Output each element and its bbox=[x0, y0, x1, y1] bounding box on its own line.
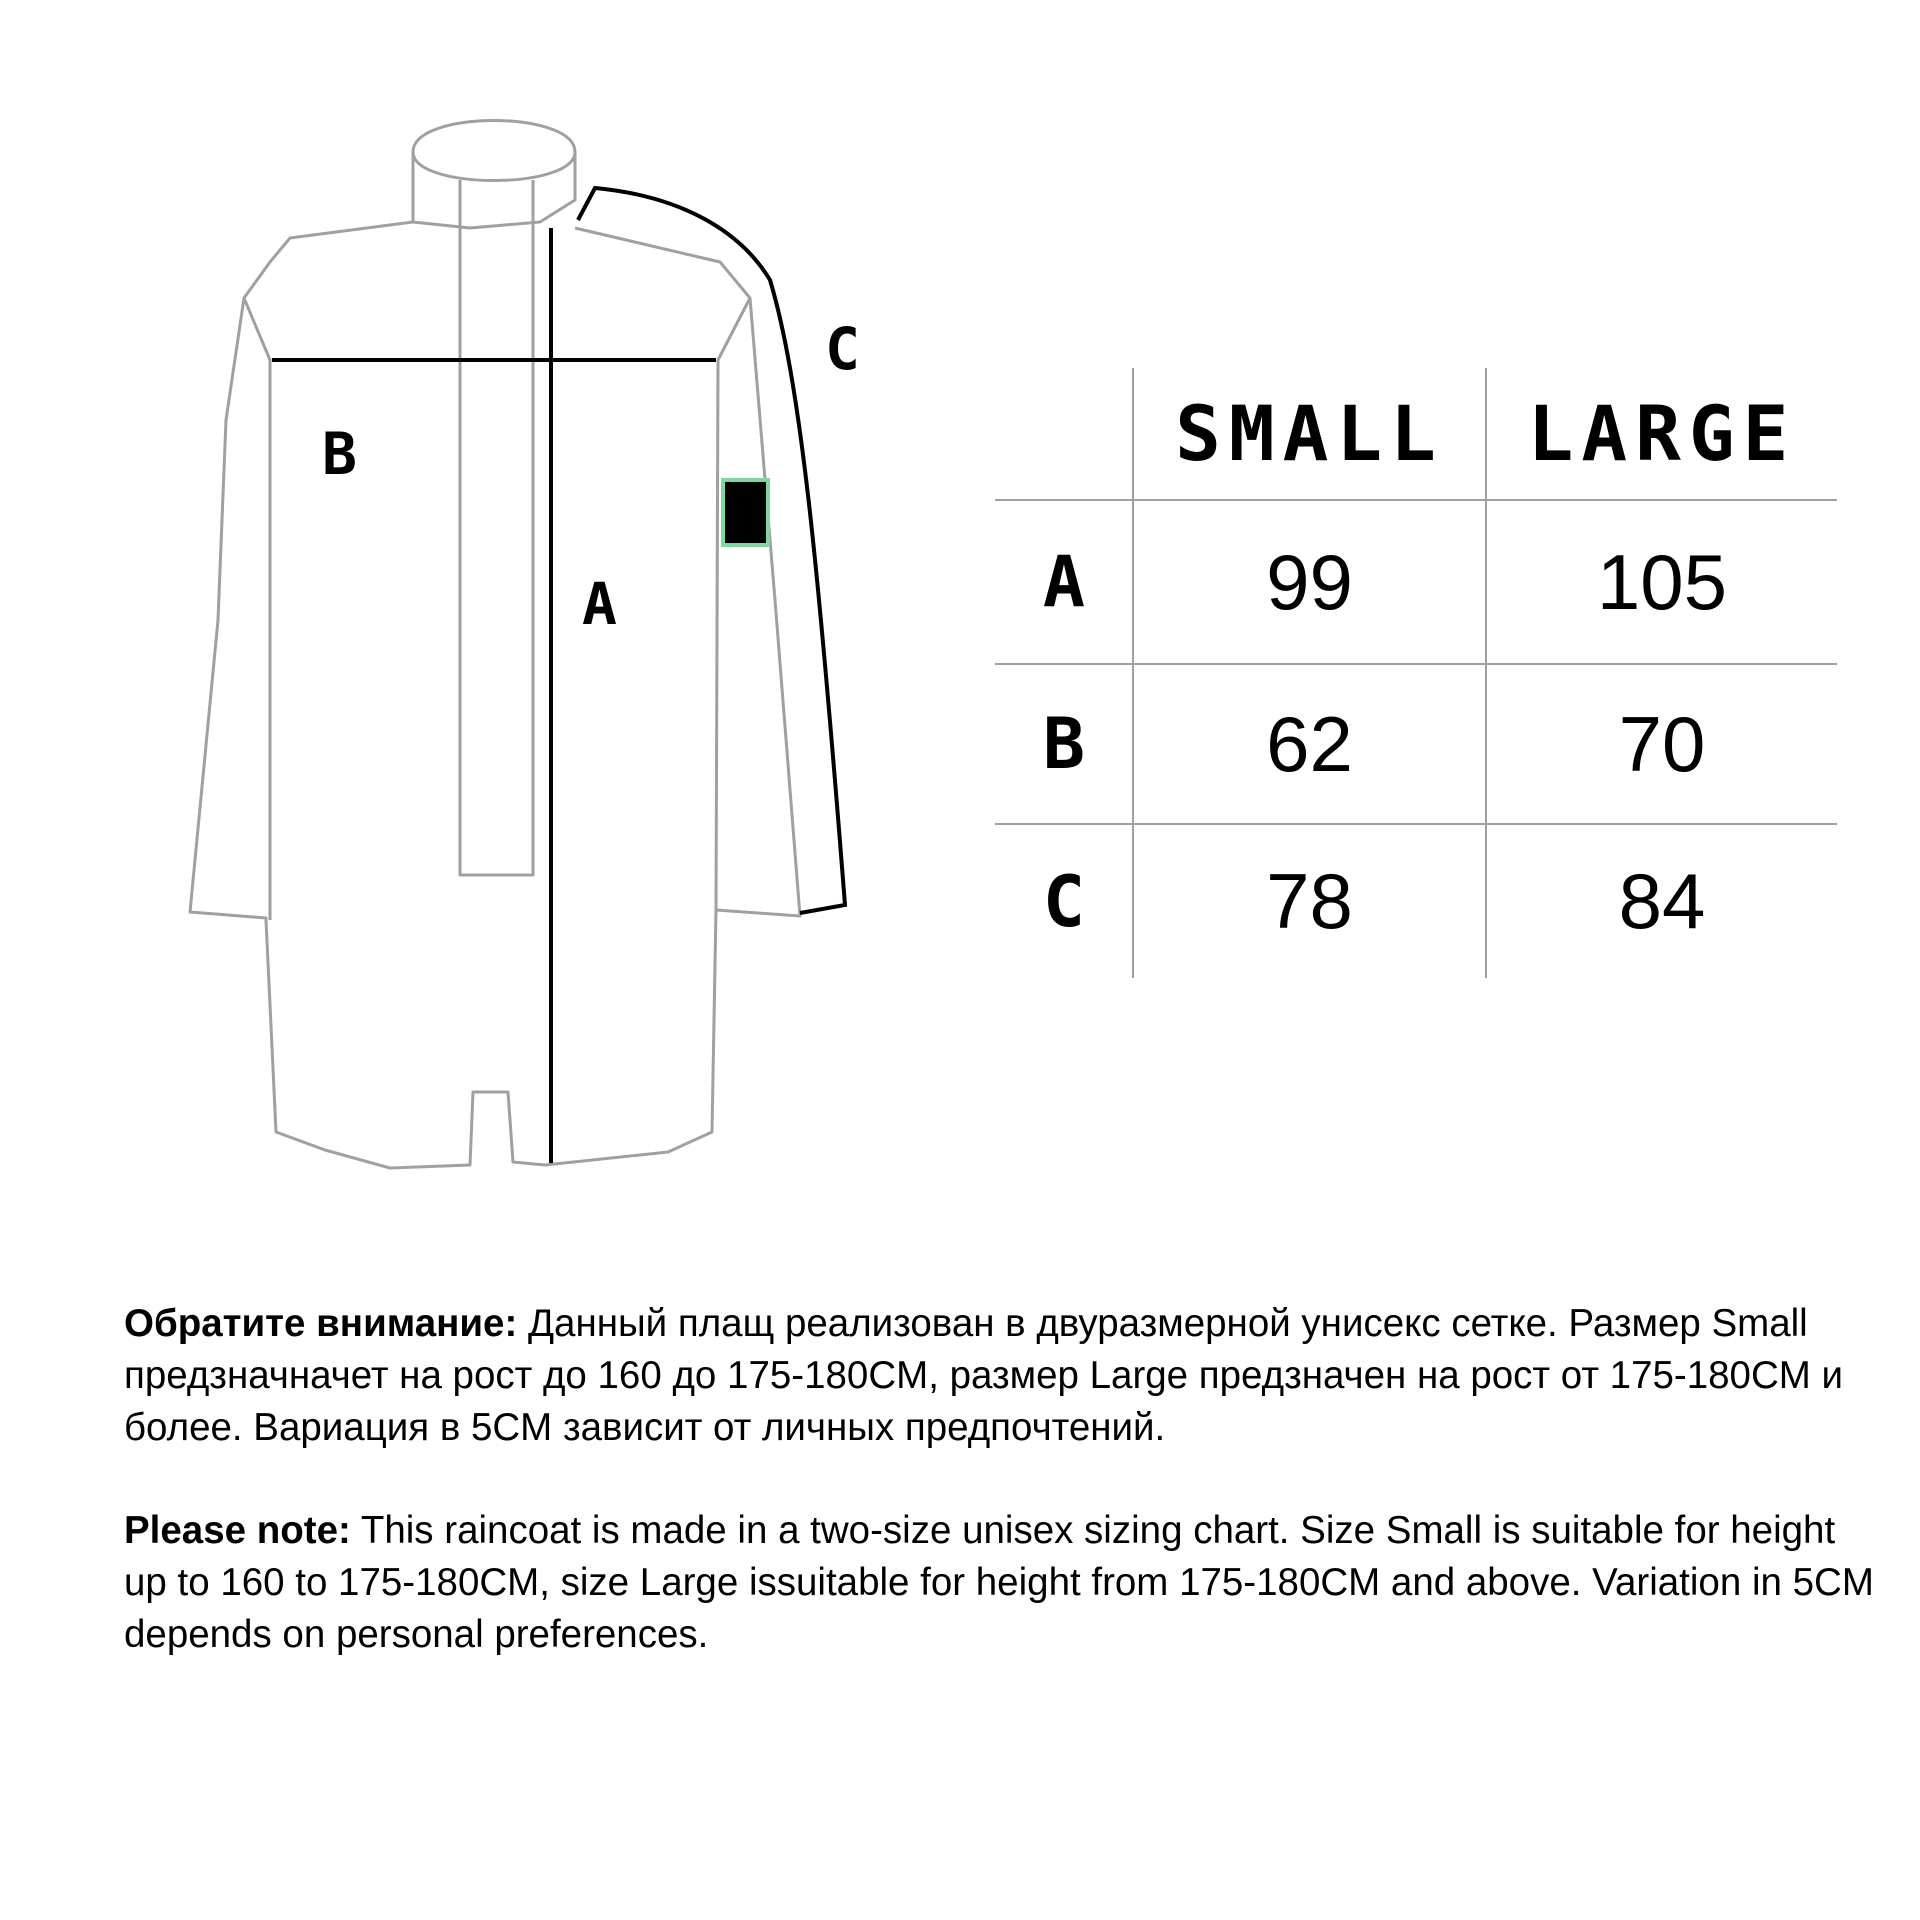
cell-c-large: 84 bbox=[1618, 857, 1706, 945]
cell-b-large: 70 bbox=[1618, 699, 1706, 788]
right-armhole bbox=[716, 298, 750, 910]
size-table bbox=[995, 368, 1837, 978]
front-placket bbox=[460, 180, 533, 875]
note-english-text: This raincoat is made in a two-size unisex sizing chart. Size Small is suitable for height up to 160 to 175-180CM, size Large issuitable for height from 175-180CM and above. Variation in 5CM depends on personal preferences. bbox=[124, 1509, 1874, 1656]
measure-label-a: A bbox=[582, 570, 617, 638]
note-russian-lead: Обратите внимание: bbox=[124, 1302, 518, 1345]
coat-body-outline bbox=[190, 222, 800, 1168]
left-armhole bbox=[244, 298, 270, 920]
measure-label-b: B bbox=[322, 420, 357, 488]
cell-a-large: 105 bbox=[1596, 537, 1728, 626]
row-label-c: C bbox=[1042, 860, 1086, 943]
note-english-lead: Please note: bbox=[124, 1509, 351, 1552]
measure-label-c: C bbox=[825, 315, 860, 383]
cell-c-small: 78 bbox=[1266, 857, 1353, 945]
header-small: SMALL bbox=[1175, 388, 1444, 478]
measure-line-c bbox=[578, 188, 845, 913]
row-label-a: A bbox=[1042, 541, 1086, 623]
note-russian bbox=[124, 1298, 1884, 1454]
coat-diagram bbox=[0, 0, 900, 1200]
note-russian-text: Данный плащ реализован в двуразмерной унисекс сетке. Размер Small предзначначет на рост до 160 до 175-180CM, размер Large предзначен на рост от 175-180CM и более. Вариация в 5CM зависит от личных предпочтений. bbox=[124, 1302, 1844, 1449]
collar-top bbox=[413, 152, 575, 181]
sleeve-patch bbox=[723, 480, 768, 545]
row-label-b: B bbox=[1042, 703, 1086, 785]
cell-a-small: 99 bbox=[1266, 537, 1353, 626]
cell-b-small: 62 bbox=[1266, 699, 1353, 788]
note-english bbox=[124, 1505, 1884, 1661]
header-large: LARGE bbox=[1527, 388, 1797, 478]
